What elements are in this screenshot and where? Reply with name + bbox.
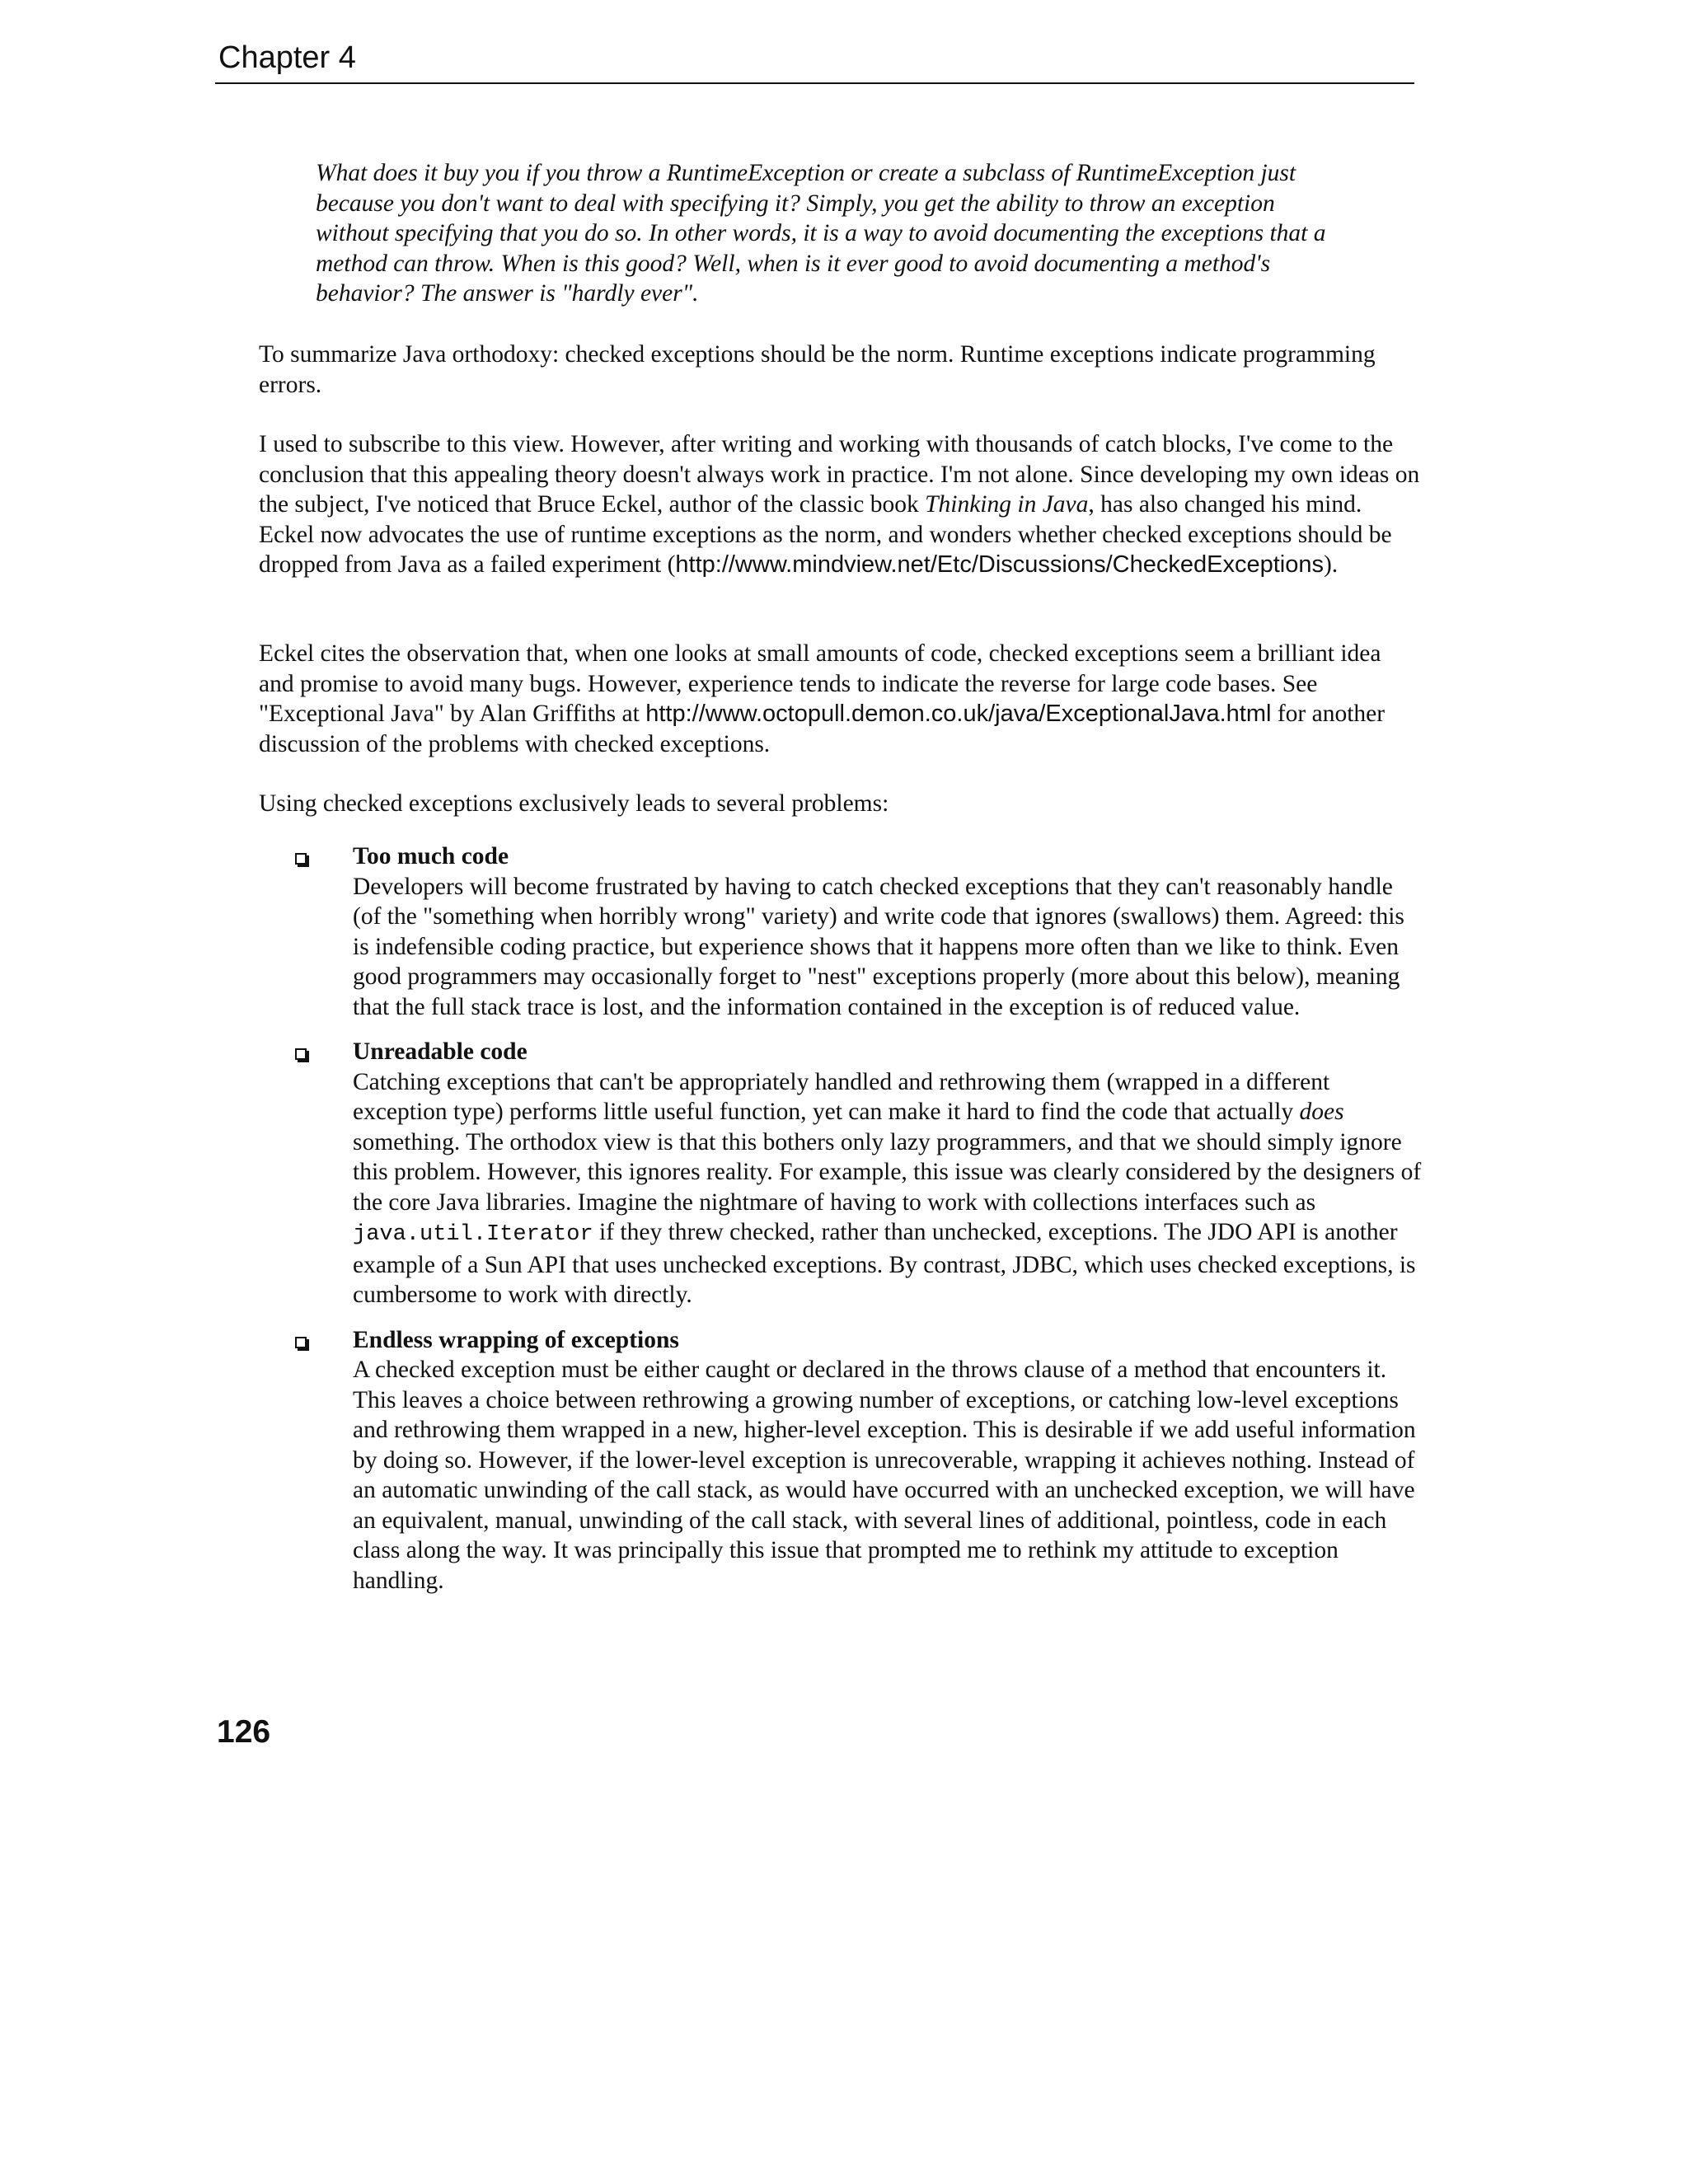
bullet-body — [353, 1067, 1424, 1310]
paragraph-text: , has also changed his mind. Eckel now advocates the use of runtime exceptions as the norm, and wonders whether checked exceptions should be dropped from Java as a failed experiment ( — [259, 491, 1392, 578]
paragraph-text: for another discussion of the problems with checked exceptions. — [259, 701, 1386, 757]
book-title: Thinking in Java — [925, 491, 1089, 518]
paragraph-problems-intro: Using checked exceptions exclusively leads to several problems: — [259, 790, 889, 817]
bullet-title: Too much code — [353, 843, 509, 869]
running-header — [215, 40, 1414, 84]
octopull-link[interactable]: http://www.octopull.demon.co.uk/java/ExceptionalJava.html — [645, 701, 1272, 727]
bullet-text: if they threw checked, rather than unchecked, exceptions. The JDO API is another example of a Sun API that uses unchecked exceptions. By contrast, JDBC, which uses checked exceptions, is cumbersome to work with directly. — [353, 1219, 1416, 1308]
paragraph-text: Eckel cites the observation that, when one looks at small amounts of code, checked exceptions seem a brilliant idea and promise to avoid many bugs. However, experience tends to indicate the reverse for large code bases. See "Exceptional Java" by Alan Griffiths at — [259, 640, 1381, 727]
page-number: 126 — [217, 1714, 271, 1750]
emphasis-text: does — [1299, 1099, 1344, 1125]
bullet-text: Catching exceptions that can't be appropriately handled and rethrowing them (wrapped in a different exception type) performs little useful function, yet can make it hard to find the code that actually — [353, 1068, 1330, 1125]
checkbox-bullet-icon — [295, 1337, 307, 1348]
block-quote: What does it buy you if you throw a RuntimeException or create a subclass of RuntimeException just because you don't want to deal with specifying it? Simply, you get the ability to throw an exception without specifying that you do so. In other words, it is a way to avoid documenting the exceptions that a method can throw. When is this good? Well, when is it ever good to avoid documenting a method's behavior? The answer is "hardly ever". — [316, 160, 1326, 307]
mindview-link[interactable]: http://www.mindview.net/Etc/Discussions/CheckedExceptions — [675, 551, 1324, 578]
paragraph-text: I used to subscribe to this view. However, after writing and working with thousands of catch blocks, I've come to the conclusion that this appealing theory doesn't always work in practice. I'm not alone. Since developing my own ideas on the subject, I've noticed that Bruce Eckel, author of the classic book — [259, 431, 1420, 518]
problems-list — [295, 841, 1424, 1596]
list-item — [295, 1325, 1424, 1596]
bullet-text: something. The orthodox view is that this bothers only lazy programmers, and that we should simply ignore this problem. However, this ignores reality. For example, this issue was clearly considered by the designers of the core Java libraries. Imagine the nightmare of having to work with collections interfaces such as — [353, 1128, 1422, 1216]
paragraph-eckel-view — [259, 429, 1421, 580]
list-item — [295, 841, 1424, 1022]
chapter-title: Chapter 4 — [218, 40, 356, 75]
paragraph-text: ). — [1323, 551, 1339, 578]
bullet-title: Endless wrapping of exceptions — [353, 1326, 679, 1353]
bullet-title: Unreadable code — [353, 1038, 528, 1065]
paragraph-griffiths — [259, 639, 1421, 759]
code-text: java.util.Iterator — [353, 1222, 593, 1247]
list-item — [295, 1037, 1424, 1310]
bullet-body: Developers will become frustrated by having to catch checked exceptions that they can't reasonably handle (of the "something when horribly wrong" variety) and write code that ignores (swallows) them. Agreed: this is indefensible coding practice, but experience shows that it happens more often than we like to think. Even good programmers may occasionally forget to "nest" exceptions properly (more about this below), meaning that the full stack trace is lost, and the information contained in the exception is of reduced value. — [353, 873, 1404, 1020]
checkbox-bullet-icon — [295, 853, 307, 865]
bullet-body: A checked exception must be either caught or declared in the throws clause of a method that encounters it. This leaves a choice between rethrowing a growing number of exceptions, or catching low-level exceptions and rethrowing them wrapped in a new, higher-level exception. This is desirable if we add useful information by doing so. However, if the lower-level exception is unrecoverable, wrapping it achieves nothing. Instead of an automatic unwinding of the call stack, as would have occurred with an unchecked exception, we will have an equivalent, manual, unwinding of the call stack, with several lines of additional, pointless, code in each class along the way. It was principally this issue that prompted me to rethink my attitude to exception handling. — [353, 1357, 1416, 1594]
checkbox-bullet-icon — [295, 1048, 307, 1060]
paragraph-summary: To summarize Java orthodoxy: checked exceptions should be the norm. Runtime exceptions indicate programming errors. — [259, 341, 1376, 398]
